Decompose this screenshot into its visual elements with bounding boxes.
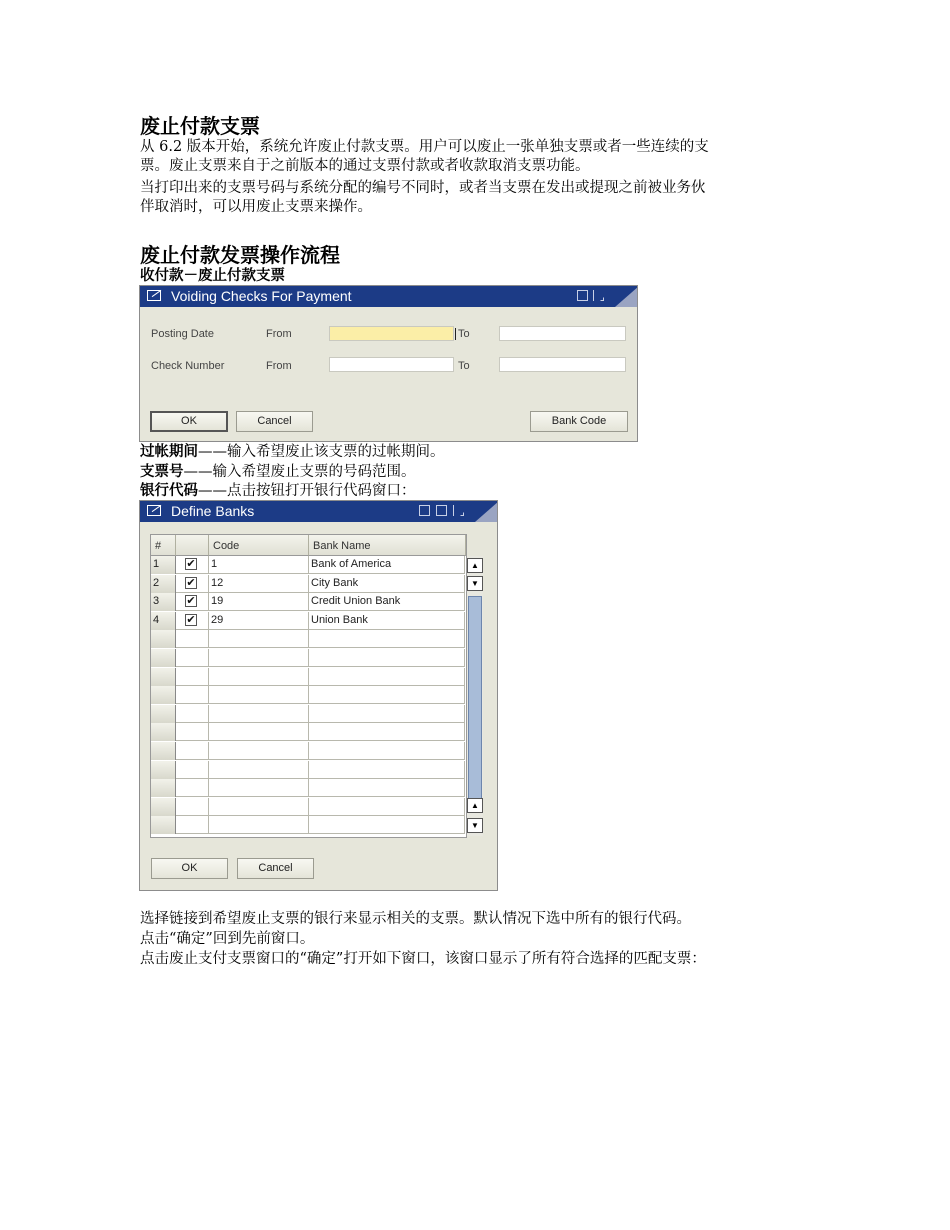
row-number-cell <box>151 649 176 667</box>
posting-date-to-label: To <box>455 328 470 340</box>
paragraph-line: 票。废止支票来自于之前版本的通过支票付款或者收款取消支票功能。 <box>140 158 590 174</box>
paragraph-line: 点击“确定”回到先前窗口。 <box>140 931 315 947</box>
table-row[interactable] <box>151 705 465 723</box>
description-line <box>140 443 445 462</box>
code-cell <box>209 798 309 816</box>
bank-name-cell <box>309 649 465 667</box>
row-number-cell: 3 <box>151 593 176 611</box>
table-row[interactable] <box>151 686 465 704</box>
column-header-number: # <box>151 535 176 556</box>
row-number-cell: 2 <box>151 575 176 593</box>
bank-name-cell: Credit Union Bank <box>309 593 465 611</box>
row-number-cell: 1 <box>151 556 176 574</box>
form-icon <box>147 290 161 301</box>
bank-name-cell <box>309 798 465 816</box>
row-number-cell <box>151 630 176 648</box>
posting-date-label: Posting Date <box>151 328 214 340</box>
checkbox-checked-icon[interactable]: ✔ <box>186 558 196 570</box>
check-number-from-field[interactable] <box>329 357 454 372</box>
bank-name-cell <box>309 686 465 704</box>
bank-name-cell <box>309 668 465 686</box>
bank-name-cell <box>309 630 465 648</box>
define-banks-window <box>139 500 498 891</box>
posting-period-term: 过帐期间 <box>140 444 198 460</box>
paragraph-line: 点击废止支付支票窗口的“确定”打开如下窗口，该窗口显示了所有符合选择的匹配支票： <box>140 951 706 967</box>
code-cell: 1 <box>209 556 309 574</box>
code-cell <box>209 649 309 667</box>
window-title: Voiding Checks For Payment <box>171 288 352 304</box>
table-row[interactable] <box>151 779 465 797</box>
table-row[interactable] <box>151 798 465 816</box>
maximize-icon[interactable] <box>436 505 447 516</box>
table-row[interactable] <box>151 668 465 686</box>
titlebar-corner <box>594 286 615 307</box>
code-cell <box>209 723 309 741</box>
code-cell <box>209 779 309 797</box>
table-row[interactable] <box>151 742 465 760</box>
paragraph-line: 当打印出来的支票号码与系统分配的编号不同时，或者当支票在发出或提现之前被业务伙 <box>140 180 706 196</box>
active-cell[interactable] <box>176 816 209 834</box>
window-title: Define Banks <box>171 503 255 519</box>
row-number-cell <box>151 723 176 741</box>
row-number-cell <box>151 761 176 779</box>
check-number-to-field[interactable] <box>499 357 626 372</box>
checkbox-checked-icon[interactable]: ✔ <box>186 576 196 589</box>
posting-date-from-field[interactable] <box>329 326 454 341</box>
active-cell[interactable] <box>176 779 209 797</box>
active-cell[interactable] <box>176 575 209 593</box>
scrollbar-thumb[interactable] <box>468 596 482 804</box>
code-cell <box>209 686 309 704</box>
code-cell <box>209 630 309 648</box>
table-row[interactable] <box>151 630 465 648</box>
bank-name-cell: Union Bank <box>309 612 465 630</box>
ok-button[interactable]: OK <box>151 858 228 879</box>
scroll-down-icon[interactable]: ▼ <box>467 818 483 833</box>
window-titlebar <box>140 286 637 307</box>
scroll-up-icon[interactable]: ▲ <box>467 798 483 813</box>
bank-name-cell <box>309 779 465 797</box>
column-header-bank-name: Bank Name <box>309 535 466 556</box>
table-row[interactable] <box>151 649 465 667</box>
description-line <box>140 482 416 501</box>
minimize-icon[interactable] <box>577 290 588 301</box>
window-titlebar <box>140 501 497 522</box>
bank-name-cell <box>309 705 465 723</box>
bank-name-cell <box>309 742 465 760</box>
bank-name-cell: City Bank <box>309 575 465 593</box>
table-row[interactable] <box>151 556 465 574</box>
active-cell[interactable] <box>176 723 209 741</box>
row-number-cell: 4 <box>151 612 176 630</box>
bank-name-cell: Bank of America <box>309 556 465 574</box>
table-row[interactable] <box>151 761 465 779</box>
bank-code-button[interactable]: Bank Code <box>530 411 628 432</box>
active-cell[interactable] <box>176 705 209 723</box>
description-line <box>140 463 416 482</box>
check-number-term: 支票号 <box>140 464 184 480</box>
row-number-cell <box>151 798 176 816</box>
posting-date-to-field[interactable] <box>499 326 626 341</box>
check-number-to-label: To <box>458 360 470 372</box>
code-cell: 29 <box>209 612 309 630</box>
active-cell[interactable] <box>176 742 209 760</box>
row-number-cell <box>151 686 176 704</box>
column-header-active <box>176 535 209 556</box>
scroll-down-icon[interactable]: ▼ <box>467 576 483 591</box>
bank-code-text: ——点击按钮打开银行代码窗口： <box>198 483 416 499</box>
posting-period-text: ——输入希望废止该支票的过帐期间。 <box>198 444 445 460</box>
code-cell <box>209 761 309 779</box>
paragraph-line: 从 6.2 版本开始，系统允许废止付款支票。用户可以废止一张单独支票或者一些连续的支 <box>140 139 709 155</box>
active-cell[interactable] <box>176 593 209 611</box>
check-number-label: Check Number <box>151 360 225 372</box>
check-number-text: ——输入希望废止支票的号码范围。 <box>183 464 416 480</box>
column-header-code: Code <box>209 535 309 556</box>
table-row[interactable] <box>151 593 465 611</box>
table-row[interactable] <box>151 723 465 741</box>
table-row[interactable] <box>151 612 465 630</box>
section-title: 废止付款发票操作流程 <box>140 243 340 267</box>
row-number-cell <box>151 668 176 686</box>
active-cell[interactable] <box>176 556 209 574</box>
row-number-cell <box>151 779 176 797</box>
active-cell[interactable] <box>176 668 209 686</box>
bank-name-cell <box>309 723 465 741</box>
table-row[interactable] <box>151 816 465 834</box>
paragraph-line: 伴取消时，可以用废止支票来操作。 <box>140 199 372 215</box>
active-cell[interactable] <box>176 612 209 630</box>
check-number-from-label: From <box>266 360 292 372</box>
titlebar-corner-shade <box>475 501 497 522</box>
bank-name-cell <box>309 761 465 779</box>
cancel-button[interactable]: Cancel <box>237 858 314 879</box>
active-cell[interactable] <box>176 686 209 704</box>
titlebar-corner-shade <box>615 286 637 307</box>
banks-table <box>150 534 467 838</box>
row-number-cell <box>151 742 176 760</box>
active-cell[interactable] <box>176 649 209 667</box>
checkbox-checked-icon[interactable]: ✔ <box>186 613 196 626</box>
code-cell <box>209 705 309 723</box>
voiding-checks-window <box>139 285 638 442</box>
code-cell: 12 <box>209 575 309 593</box>
posting-date-from-label: From <box>266 328 292 340</box>
titlebar-corner <box>454 501 475 522</box>
scroll-up-icon[interactable]: ▲ <box>467 558 483 573</box>
row-number-cell <box>151 816 176 834</box>
code-cell: 19 <box>209 593 309 611</box>
active-cell[interactable] <box>176 761 209 779</box>
bank-code-term: 银行代码 <box>140 483 198 499</box>
bank-name-cell <box>309 816 465 834</box>
code-cell <box>209 668 309 686</box>
row-number-cell <box>151 705 176 723</box>
table-row[interactable] <box>151 575 465 593</box>
vertical-scrollbar[interactable] <box>467 556 483 836</box>
menu-path-subtitle: 收付款－废止付款支票 <box>140 268 285 284</box>
section-title: 废止付款支票 <box>140 114 260 138</box>
checkbox-checked-icon[interactable]: ✔ <box>186 595 196 608</box>
active-cell[interactable] <box>176 630 209 648</box>
code-cell <box>209 742 309 760</box>
cancel-button[interactable]: Cancel <box>236 411 313 432</box>
minimize-icon[interactable] <box>419 505 430 516</box>
ok-button[interactable]: OK <box>150 411 228 432</box>
form-icon <box>147 505 161 516</box>
paragraph-line: 选择链接到希望废止支票的银行来显示相关的支票。默认情况下选中所有的银行代码。 <box>140 911 691 927</box>
active-cell[interactable] <box>176 798 209 816</box>
code-cell <box>209 816 309 834</box>
